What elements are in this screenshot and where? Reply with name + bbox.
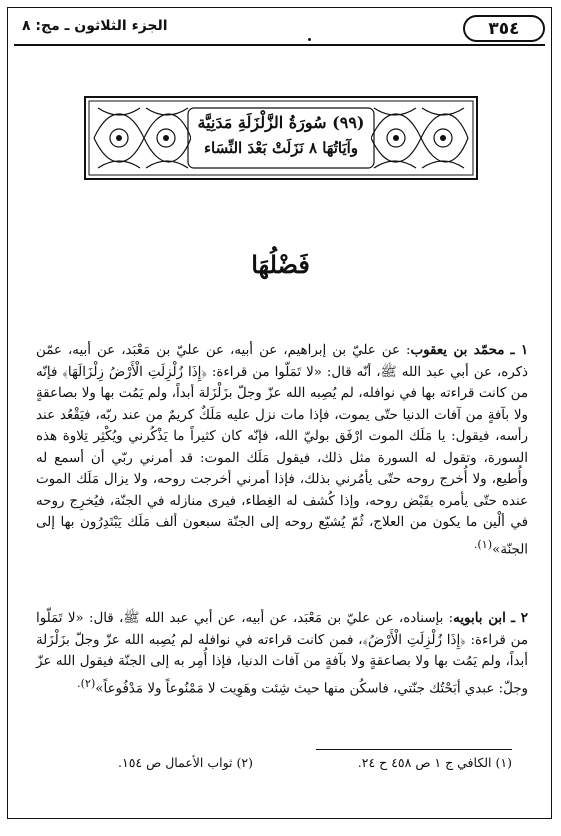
section-title: فَضْلُهَا [251, 250, 310, 279]
hadith-text: : بإسناده، عن عليّ بن مَعْبَد، عن أبيه، عن أبي عبد الله ﷺ، قال: «لا تَمَلّوا من قراءة: ﴿إِذَا زُلْزِلَتِ الْأَرْضُ﴾، فمن كانت قراءته في نوافله لم يُصِبه الله عزّ وجلّ بزَلْزَلة أبداً، ولم يَمُت بها ولا بصاعقةٍ ولا بآفةٍ من آفات الدنيا، فإذا أُمِر به إلى الجنّة فيقول الله عزّ وجلّ: عبدي أبَحْتُك جنّتي، فاسكُن منها حيث شِئت وهَوِيت لا مَمْنُوعاً ولا مَدْفُوعاً» [36, 611, 528, 696]
hadith-text: : عن عليّ بن إبراهيم، عن أبيه، عن عليّ بن مَعْبَد، عن أبيه، عمّن ذكره، عن أبي عبد الله ﷺ، أنّه قال: «لا تَمَلّوا من قراءة: ﴿إِذَا زُلْزِلَتِ الْأَرْضُ زِلْزَالَهَا﴾ فإنّه من كانت قراءته بها في نوافله، لم يُصِبه الله عزّ وجلّ بزَلْزَلة أبداً، ولم يَمُت بها ولا بصاعقةٍ ولا بآفةٍ من آفات الدنيا حتّى يموت، فإذا مات نزل عليه مَلَكٌ كريمٌ من عند ربّه، فيَقْعُد عند رأسه، فيقول: يا مَلَك الموت ارْفَق بوليّ الله، فإنّه كان كثيراً ما يَذْكُرني ويُكْثِر تِلاوة هذه السورة، وتقول له السورة مثل ذلك، فيقول مَلَك الموت: قد أمرني ربّي أن أسمع له وأُطيع، ولا أُخرج روحه حتّى يأمُرني بذلك، فإذا أمرني أخرجت روحه، ولا يزال مَلَك الموت عنده حتّى يأمره بقَبْض روحه، وإذا كُشف له الغِطاء، فيرى منازله في الجنّة، فيُخرِج روحه في ألْين ما يكون من العلاج، ثُمّ يُشيّع روحه إلى الجنّة سبعون ألف مَلَك يَبْتَدِرُون بها إلى الجنّة» [36, 343, 528, 557]
footnotes [118, 755, 512, 770]
footnote-ref: (١). [473, 537, 493, 551]
surah-title [191, 110, 371, 166]
page-header [14, 14, 545, 46]
running-head: الجزء الثلاثون ـ مج: ٨ [22, 18, 168, 34]
footnote-ref: (٢). [77, 676, 96, 690]
hadith-number: ١ ـ [510, 342, 529, 358]
footnote-rule [316, 749, 512, 750]
surah-title-line1: (٩٩) سُورَةُ الزَّلْزَلَةِ مَدَنِيَّة [197, 113, 365, 132]
hadith-paragraph-1 [36, 340, 528, 560]
narrator-name: محمّد بن يعقوب [410, 342, 505, 358]
surah-title-line2: وآيَاتُهَا ٨ نَزَلَتْ بَعْدَ النِّسَاء [203, 139, 359, 157]
narrator-name: ابن بابويه [453, 610, 506, 626]
page-number: ٣٥٤ [463, 15, 545, 42]
hadith-paragraph-2 [36, 608, 528, 699]
header-dot [308, 38, 311, 41]
hadith-number: ٢ ـ [511, 610, 528, 626]
footnote-1: (١) الكافي ج ١ ص ٤٥٨ ح ٢٤. [357, 755, 512, 770]
footnote-2: (٢) ثواب الأعمال ص ١٥٤. [118, 755, 253, 770]
